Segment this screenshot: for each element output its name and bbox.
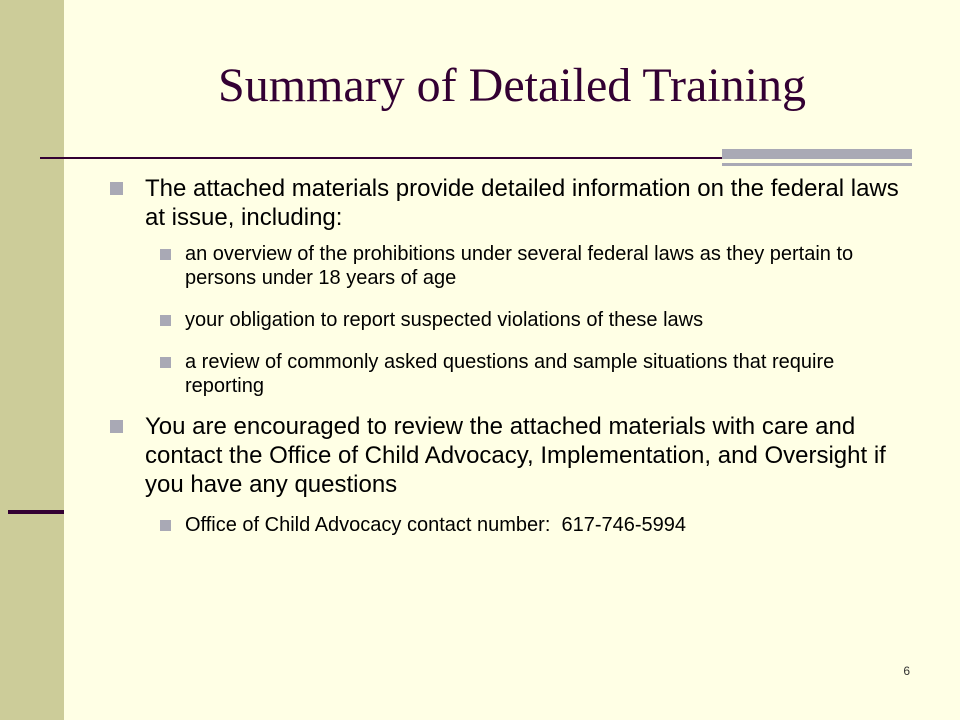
- bullet-item: [107, 174, 907, 232]
- square-bullet-icon: [160, 315, 171, 326]
- sub-bullet-text: Office of Child Advocacy contact number: 617-746-5994: [185, 514, 687, 536]
- sub-bullet-item: [107, 513, 907, 537]
- title-divider-grey-bar: [722, 149, 912, 159]
- sub-bullet-text: an overview of the prohibitions under several federal laws as they pertain to persons under 18 years of age: [185, 243, 854, 289]
- square-bullet-icon: [160, 520, 171, 531]
- sub-bullet-text: a review of commonly asked questions and sample situations that require reporting: [185, 351, 835, 397]
- square-bullet-icon: [110, 420, 123, 433]
- square-bullet-icon: [160, 357, 171, 368]
- slide-title: Summary of Detailed Training: [218, 59, 806, 112]
- sub-bullet-item: [107, 350, 907, 398]
- square-bullet-icon: [160, 249, 171, 260]
- title-divider-grey-thin-bar: [722, 163, 912, 166]
- page-number: 6: [903, 664, 910, 678]
- slide-content: [107, 174, 907, 555]
- left-bar-accent-line: [8, 510, 64, 514]
- bullet-text: You are encouraged to review the attached materials with care and contact the Office of Child Advocacy, Implementation, and Oversight if you have any questions: [145, 413, 886, 498]
- bullet-text: The attached materials provide detailed information on the federal laws at issue, including:: [145, 175, 899, 231]
- square-bullet-icon: [110, 182, 123, 195]
- sub-bullet-text: your obligation to report suspected violations of these laws: [185, 309, 704, 331]
- sub-bullet-item: [107, 308, 907, 332]
- bullet-item: [107, 412, 907, 499]
- left-decorative-bar: [0, 0, 64, 720]
- sub-bullet-item: [107, 242, 907, 290]
